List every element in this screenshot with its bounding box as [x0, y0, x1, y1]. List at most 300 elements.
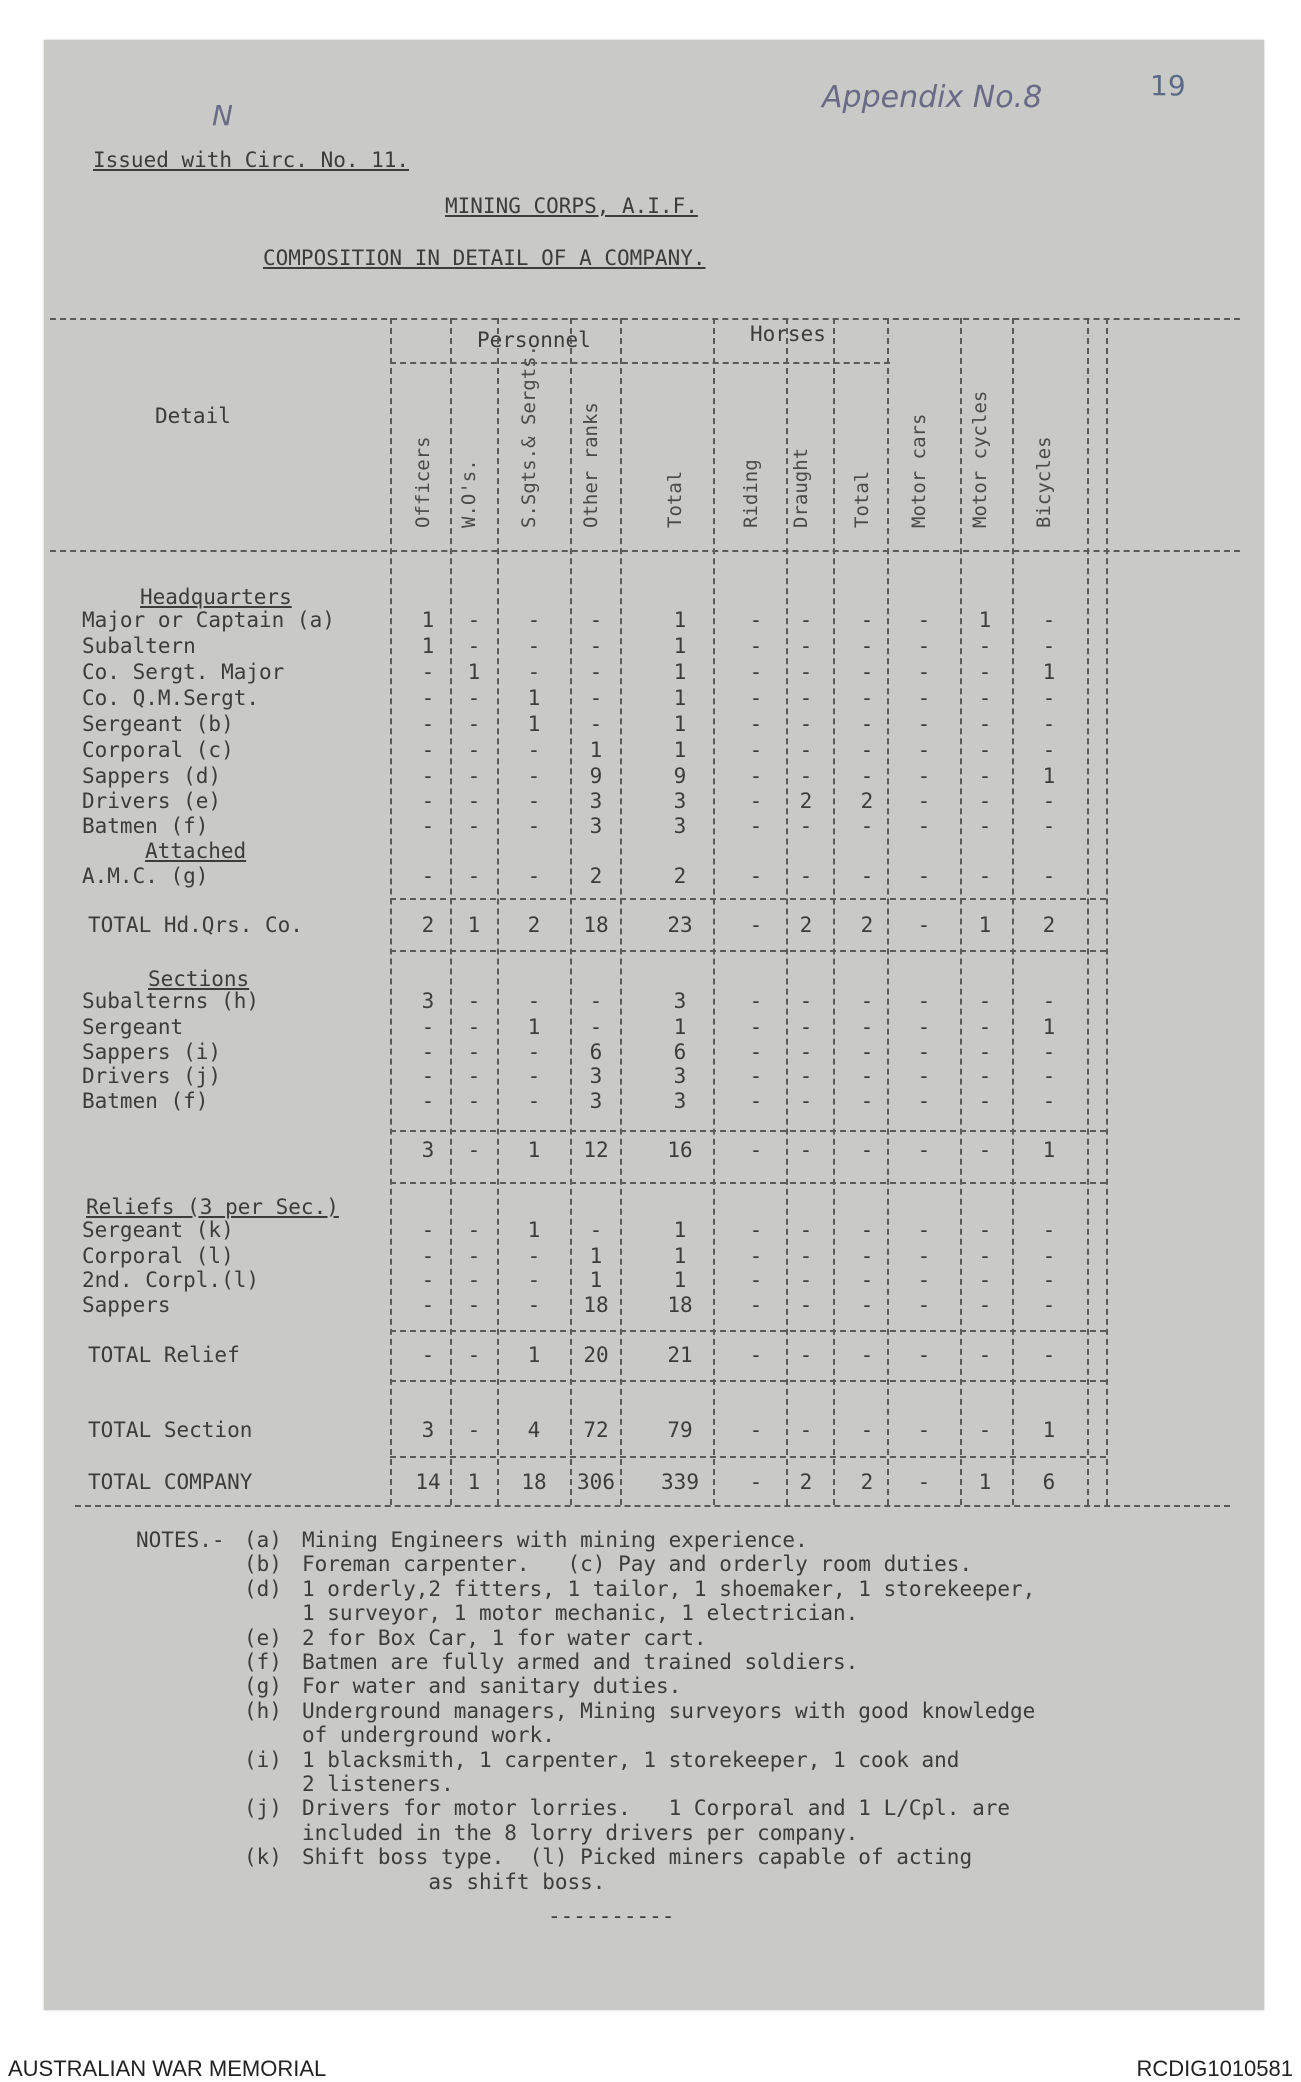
- table-cell: -: [978, 1343, 992, 1367]
- table-cell: -: [749, 1293, 763, 1317]
- note-text: 2 listeners.: [302, 1772, 454, 1796]
- table-cell: -: [799, 1418, 813, 1442]
- table-row-label: Sappers: [82, 1293, 171, 1317]
- table-cell: 2: [589, 864, 603, 888]
- note-text: 2 for Box Car, 1 for water cart.: [302, 1625, 707, 1650]
- table-row-label: Sergeant: [82, 1015, 184, 1039]
- table-column-rule: [1087, 318, 1089, 1505]
- table-cell: 1: [589, 738, 603, 762]
- table-cell: -: [749, 608, 763, 632]
- table-cell: -: [860, 1218, 874, 1242]
- table-cell: -: [917, 608, 931, 632]
- table-cell: -: [749, 789, 763, 813]
- table-cell: 3: [421, 1418, 435, 1442]
- table-column-rule: [887, 318, 889, 1505]
- table-cell: -: [749, 1218, 763, 1242]
- table-row-label: Major or Captain (a): [82, 608, 335, 632]
- table-cell: 2: [1042, 913, 1056, 937]
- table-cell: -: [860, 814, 874, 838]
- table-row-label: Sergeant (k): [82, 1218, 234, 1242]
- table-cell: 3: [589, 789, 603, 813]
- table-column-rule: [450, 318, 452, 1505]
- table-column-rule: [786, 318, 788, 1505]
- table-cell: -: [799, 1015, 813, 1039]
- table-cell: -: [589, 608, 603, 632]
- table-cell: -: [978, 1418, 992, 1442]
- table-cell: -: [799, 1244, 813, 1268]
- table-cell: -: [1042, 989, 1056, 1013]
- table-cell: -: [917, 1244, 931, 1268]
- table-cell: 1: [467, 1470, 481, 1494]
- table-row-label: TOTAL COMPANY: [88, 1470, 253, 1494]
- table-cell: -: [527, 764, 541, 788]
- table-cell: 2: [527, 913, 541, 937]
- table-cell: -: [467, 1418, 481, 1442]
- table-cell: -: [917, 1343, 931, 1367]
- table-cell: -: [421, 738, 435, 762]
- table-cell: -: [589, 634, 603, 658]
- note-key: (f): [244, 1650, 282, 1674]
- table-cell: 9: [673, 764, 687, 788]
- table-cell: -: [860, 1015, 874, 1039]
- table-cell: -: [421, 1064, 435, 1088]
- table-cell: -: [978, 1040, 992, 1064]
- table-cell: -: [421, 1244, 435, 1268]
- horses-header: Horses: [750, 322, 826, 346]
- table-cell: -: [589, 712, 603, 736]
- table-cell: -: [978, 1244, 992, 1268]
- table-cell: -: [421, 864, 435, 888]
- table-cell: 18: [583, 913, 609, 937]
- table-cell: -: [421, 1293, 435, 1317]
- section-heading: Attached: [145, 839, 247, 863]
- table-cell: -: [978, 712, 992, 736]
- table-cell: -: [421, 1089, 435, 1113]
- table-cell: 1: [421, 634, 435, 658]
- table-cell: -: [589, 1218, 603, 1242]
- table-cell: -: [799, 1268, 813, 1292]
- table-cell: -: [749, 1015, 763, 1039]
- note-text: 1 blacksmith, 1 carpenter, 1 storekeeper, 1 cook and: [302, 1747, 960, 1772]
- note-text: Underground managers, Mining surveyors with good knowledge: [302, 1698, 1036, 1723]
- table-cell: 4: [527, 1418, 541, 1442]
- table-cell: -: [421, 1343, 435, 1367]
- table-column-rule: [833, 318, 835, 1505]
- note-key: (h): [244, 1698, 282, 1723]
- table-cell: -: [917, 1470, 931, 1494]
- column-header: Officers: [412, 436, 434, 528]
- table-row-label: Sergeant (b): [82, 712, 234, 736]
- table-cell: -: [749, 1064, 763, 1088]
- table-cell: -: [749, 1089, 763, 1113]
- table-column-rule: [1106, 318, 1108, 1505]
- table-cell: -: [799, 1293, 813, 1317]
- table-cell: -: [467, 1089, 481, 1113]
- table-cell: -: [421, 789, 435, 813]
- table-cell: -: [799, 738, 813, 762]
- table-cell: 23: [667, 913, 693, 937]
- table-cell: 1: [1042, 660, 1056, 684]
- table-cell: 2: [860, 789, 874, 813]
- table-cell: 3: [673, 814, 687, 838]
- table-cell: -: [860, 864, 874, 888]
- detail-header: Detail: [155, 404, 231, 428]
- table-cell: -: [799, 608, 813, 632]
- table-cell: -: [860, 1343, 874, 1367]
- table-cell: 9: [589, 764, 603, 788]
- table-cell: -: [799, 634, 813, 658]
- table-cell: -: [978, 1089, 992, 1113]
- table-row-label: Subalterns (h): [82, 989, 260, 1013]
- table-cell: -: [527, 608, 541, 632]
- table-row-label: TOTAL Section: [88, 1418, 253, 1442]
- table-cell: -: [421, 686, 435, 710]
- table-cell: 1: [673, 738, 687, 762]
- note-key: (j): [244, 1796, 282, 1821]
- table-cell: -: [527, 660, 541, 684]
- table-cell: -: [860, 1244, 874, 1268]
- note-text: Foreman carpenter. (c) Pay and orderly room duties.: [302, 1552, 973, 1577]
- table-cell: 3: [589, 1089, 603, 1113]
- table-cell: -: [467, 764, 481, 788]
- table-row-label: A.M.C. (g): [82, 864, 209, 888]
- table-cell: -: [1042, 686, 1056, 710]
- table-cell: -: [917, 1040, 931, 1064]
- table-cell: 1: [527, 1138, 541, 1162]
- table-cell: -: [467, 789, 481, 813]
- table-row-label: TOTAL Hd.Qrs. Co.: [88, 913, 303, 937]
- column-header: Motor cycles: [969, 390, 991, 528]
- table-cell: -: [978, 738, 992, 762]
- table-cell: -: [749, 1470, 763, 1494]
- table-cell: -: [1042, 814, 1056, 838]
- table-cell: -: [1042, 1218, 1056, 1242]
- table-cell: 1: [527, 1015, 541, 1039]
- table-cell: 12: [583, 1138, 609, 1162]
- table-row-label: Co. Sergt. Major: [82, 660, 285, 684]
- table-cell: -: [860, 1268, 874, 1292]
- table-cell: -: [467, 738, 481, 762]
- table-cell: 18: [583, 1293, 609, 1317]
- table-cell: -: [527, 989, 541, 1013]
- table-cell: 1: [1042, 1015, 1056, 1039]
- table-cell: -: [467, 864, 481, 888]
- table-cell: 2: [799, 1470, 813, 1494]
- note-key: (g): [244, 1674, 282, 1699]
- table-cell: -: [527, 1040, 541, 1064]
- table-cell: -: [978, 1064, 992, 1088]
- note-text: of underground work.: [302, 1723, 555, 1748]
- table-cell: -: [527, 1293, 541, 1317]
- table-cell: 1: [673, 712, 687, 736]
- note-key: (b): [244, 1552, 282, 1577]
- table-cell: -: [527, 864, 541, 888]
- table-cell: -: [467, 1268, 481, 1292]
- table-cell: 1: [673, 634, 687, 658]
- table-cell: -: [978, 814, 992, 838]
- table-cell: -: [860, 1418, 874, 1442]
- table-cell: 3: [589, 1064, 603, 1088]
- table-cell: -: [799, 1218, 813, 1242]
- table-cell: -: [749, 814, 763, 838]
- table-cell: -: [1042, 1040, 1056, 1064]
- table-cell: -: [799, 814, 813, 838]
- table-cell: 1: [673, 1244, 687, 1268]
- table-cell: 3: [673, 1089, 687, 1113]
- table-cell: -: [421, 660, 435, 684]
- table-cell: 1: [978, 608, 992, 632]
- table-cell: -: [527, 634, 541, 658]
- note-text: included in the 8 lorry drivers per company.: [302, 1820, 859, 1845]
- note-key: (a): [244, 1528, 282, 1552]
- table-cell: 18: [521, 1470, 547, 1494]
- table-column-rule: [713, 318, 715, 1505]
- table-cell: -: [799, 989, 813, 1013]
- table-cell: -: [978, 660, 992, 684]
- table-column-rule: [1012, 318, 1014, 1505]
- table-cell: -: [527, 1268, 541, 1292]
- table-cell: -: [749, 1268, 763, 1292]
- handwritten-mark: N: [212, 99, 233, 132]
- table-column-rule: [497, 318, 499, 1505]
- table-cell: -: [860, 738, 874, 762]
- table-cell: -: [917, 1089, 931, 1113]
- table-cell: -: [1042, 712, 1056, 736]
- column-header: Riding: [740, 459, 762, 528]
- end-rule: ----------: [548, 1904, 675, 1928]
- table-cell: -: [917, 814, 931, 838]
- issued-line: Issued with Circ. No. 11.: [93, 148, 410, 172]
- table-cell: -: [917, 660, 931, 684]
- table-cell: -: [917, 1418, 931, 1442]
- table-cell: -: [860, 1138, 874, 1162]
- table-cell: -: [589, 660, 603, 684]
- table-cell: -: [589, 1015, 603, 1039]
- table-cell: -: [749, 660, 763, 684]
- column-header: Total: [851, 470, 873, 528]
- table-cell: -: [917, 864, 931, 888]
- table-cell: -: [467, 1138, 481, 1162]
- table-cell: 1: [467, 913, 481, 937]
- table-cell: 3: [673, 1064, 687, 1088]
- table-cell: 3: [673, 789, 687, 813]
- table-row-label: Sappers (i): [82, 1040, 222, 1064]
- table-cell: -: [860, 1089, 874, 1113]
- table-cell: -: [467, 1015, 481, 1039]
- table-cell: -: [467, 634, 481, 658]
- table-cell: -: [799, 1343, 813, 1367]
- table-cell: -: [1042, 1343, 1056, 1367]
- note-key: (k): [244, 1845, 282, 1870]
- table-row-label: Corporal (c): [82, 738, 234, 762]
- table-cell: -: [1042, 1089, 1056, 1113]
- table-column-rule: [960, 318, 962, 1505]
- table-cell: -: [978, 634, 992, 658]
- table-cell: -: [1042, 1244, 1056, 1268]
- table-cell: -: [917, 712, 931, 736]
- table-cell: -: [860, 1293, 874, 1317]
- table-cell: -: [917, 764, 931, 788]
- table-cell: -: [421, 764, 435, 788]
- table-cell: -: [589, 989, 603, 1013]
- table-row-label: Batmen (f): [82, 814, 209, 838]
- table-cell: -: [799, 1089, 813, 1113]
- table-cell: -: [467, 1064, 481, 1088]
- table-cell: 2: [421, 913, 435, 937]
- table-cell: -: [978, 1015, 992, 1039]
- table-rule: [50, 550, 1240, 552]
- note-text: Batmen are fully armed and trained soldiers.: [302, 1650, 859, 1674]
- table-cell: -: [1042, 1293, 1056, 1317]
- section-heading: Sections: [148, 967, 250, 991]
- table-cell: 79: [667, 1418, 693, 1442]
- column-header: Total: [664, 470, 686, 528]
- table-cell: 1: [673, 1268, 687, 1292]
- table-cell: -: [917, 913, 931, 937]
- table-cell: 3: [589, 814, 603, 838]
- table-row-label: Drivers (j): [82, 1064, 222, 1088]
- table-cell: 1: [673, 686, 687, 710]
- note-text: Drivers for motor lorries. 1 Corporal and 1 L/Cpl. are: [302, 1796, 1011, 1821]
- corps-heading: MINING CORPS, A.I.F.: [445, 194, 698, 218]
- table-cell: -: [527, 1064, 541, 1088]
- table-cell: 1: [527, 1218, 541, 1242]
- table-rule: [75, 1505, 1230, 1507]
- table-cell: -: [749, 1418, 763, 1442]
- table-cell: -: [749, 1343, 763, 1367]
- table-cell: -: [860, 989, 874, 1013]
- column-header: S.Sgts.& Sergts.: [518, 344, 540, 528]
- column-header: Other ranks: [580, 402, 602, 528]
- table-cell: 14: [415, 1470, 441, 1494]
- page-number: 19: [1150, 69, 1186, 102]
- table-cell: 72: [583, 1418, 609, 1442]
- table-cell: -: [749, 634, 763, 658]
- table-cell: -: [1042, 608, 1056, 632]
- table-cell: 339: [661, 1470, 699, 1494]
- table-cell: -: [749, 686, 763, 710]
- table-cell: -: [917, 1064, 931, 1088]
- section-heading: Reliefs (3 per Sec.): [86, 1195, 339, 1219]
- document-title: COMPOSITION IN DETAIL OF A COMPANY.: [263, 246, 706, 270]
- table-cell: -: [421, 712, 435, 736]
- table-cell: -: [860, 764, 874, 788]
- table-cell: 6: [589, 1040, 603, 1064]
- table-cell: -: [749, 989, 763, 1013]
- column-header: W.O's.: [458, 459, 480, 528]
- table-cell: -: [467, 1218, 481, 1242]
- table-row-label: 2nd. Corpl.(l): [82, 1268, 260, 1292]
- note-text: as shift boss.: [302, 1869, 606, 1894]
- table-row-label: TOTAL Relief: [88, 1343, 240, 1367]
- note-text: 1 surveyor, 1 motor mechanic, 1 electrician.: [302, 1601, 859, 1626]
- table-row-label: Drivers (e): [82, 789, 222, 813]
- table-cell: 1: [1042, 1418, 1056, 1442]
- table-cell: -: [749, 738, 763, 762]
- table-cell: -: [799, 712, 813, 736]
- note-key: (i): [244, 1747, 282, 1772]
- table-cell: -: [917, 634, 931, 658]
- table-cell: -: [860, 608, 874, 632]
- table-cell: -: [917, 989, 931, 1013]
- table-column-rule: [570, 318, 572, 1505]
- table-cell: -: [917, 1015, 931, 1039]
- table-cell: -: [917, 789, 931, 813]
- table-cell: -: [917, 738, 931, 762]
- table-cell: 2: [860, 913, 874, 937]
- table-cell: -: [978, 789, 992, 813]
- table-cell: 1: [1042, 764, 1056, 788]
- table-cell: 3: [421, 1138, 435, 1162]
- table-column-rule: [390, 318, 392, 1505]
- table-cell: -: [749, 764, 763, 788]
- table-cell: -: [1042, 1064, 1056, 1088]
- table-cell: -: [917, 1218, 931, 1242]
- table-cell: -: [799, 864, 813, 888]
- table-cell: -: [467, 1040, 481, 1064]
- note-text: Shift boss type. (l) Picked miners capable of acting: [302, 1845, 973, 1870]
- appendix-annotation: Appendix No.8: [822, 80, 1043, 115]
- table-cell: 1: [527, 686, 541, 710]
- table-cell: -: [799, 1064, 813, 1088]
- section-heading: Headquarters: [140, 585, 292, 609]
- table-cell: 16: [667, 1138, 693, 1162]
- column-header: Bicycles: [1033, 436, 1055, 528]
- footer-id: RCDIG1010581: [1136, 2056, 1293, 2081]
- table-cell: -: [860, 660, 874, 684]
- table-cell: 18: [667, 1293, 693, 1317]
- table-cell: -: [978, 1268, 992, 1292]
- table-cell: 1: [527, 712, 541, 736]
- table-column-rule: [620, 318, 622, 1505]
- table-cell: -: [421, 1040, 435, 1064]
- table-cell: -: [860, 1064, 874, 1088]
- footer-institution: AUSTRALIAN WAR MEMORIAL: [8, 2056, 327, 2081]
- table-cell: -: [467, 814, 481, 838]
- table-cell: 1: [673, 1218, 687, 1242]
- table-cell: -: [799, 1040, 813, 1064]
- table-cell: -: [917, 1138, 931, 1162]
- table-cell: -: [799, 764, 813, 788]
- table-row-label: Batmen (f): [82, 1089, 209, 1113]
- table-cell: -: [860, 1040, 874, 1064]
- table-cell: 6: [1042, 1470, 1056, 1494]
- table-cell: -: [749, 1040, 763, 1064]
- table-cell: -: [749, 712, 763, 736]
- table-cell: 2: [799, 789, 813, 813]
- table-cell: -: [978, 1293, 992, 1317]
- table-cell: -: [589, 686, 603, 710]
- table-cell: -: [860, 712, 874, 736]
- note-text: For water and sanitary duties.: [302, 1674, 682, 1699]
- table-cell: -: [1042, 1268, 1056, 1292]
- table-cell: -: [749, 913, 763, 937]
- table-cell: 3: [421, 989, 435, 1013]
- table-cell: -: [527, 738, 541, 762]
- note-text: 1 orderly,2 fitters, 1 tailor, 1 shoemaker, 1 storekeeper,: [302, 1576, 1036, 1601]
- table-cell: -: [749, 864, 763, 888]
- table-cell: -: [467, 989, 481, 1013]
- table-cell: -: [467, 1343, 481, 1367]
- table-cell: -: [860, 634, 874, 658]
- table-cell: -: [467, 712, 481, 736]
- note-key: (e): [244, 1625, 282, 1650]
- table-cell: -: [978, 686, 992, 710]
- table-cell: -: [978, 989, 992, 1013]
- table-cell: 2: [860, 1470, 874, 1494]
- table-cell: 1: [673, 1015, 687, 1039]
- table-rule: [50, 318, 1240, 320]
